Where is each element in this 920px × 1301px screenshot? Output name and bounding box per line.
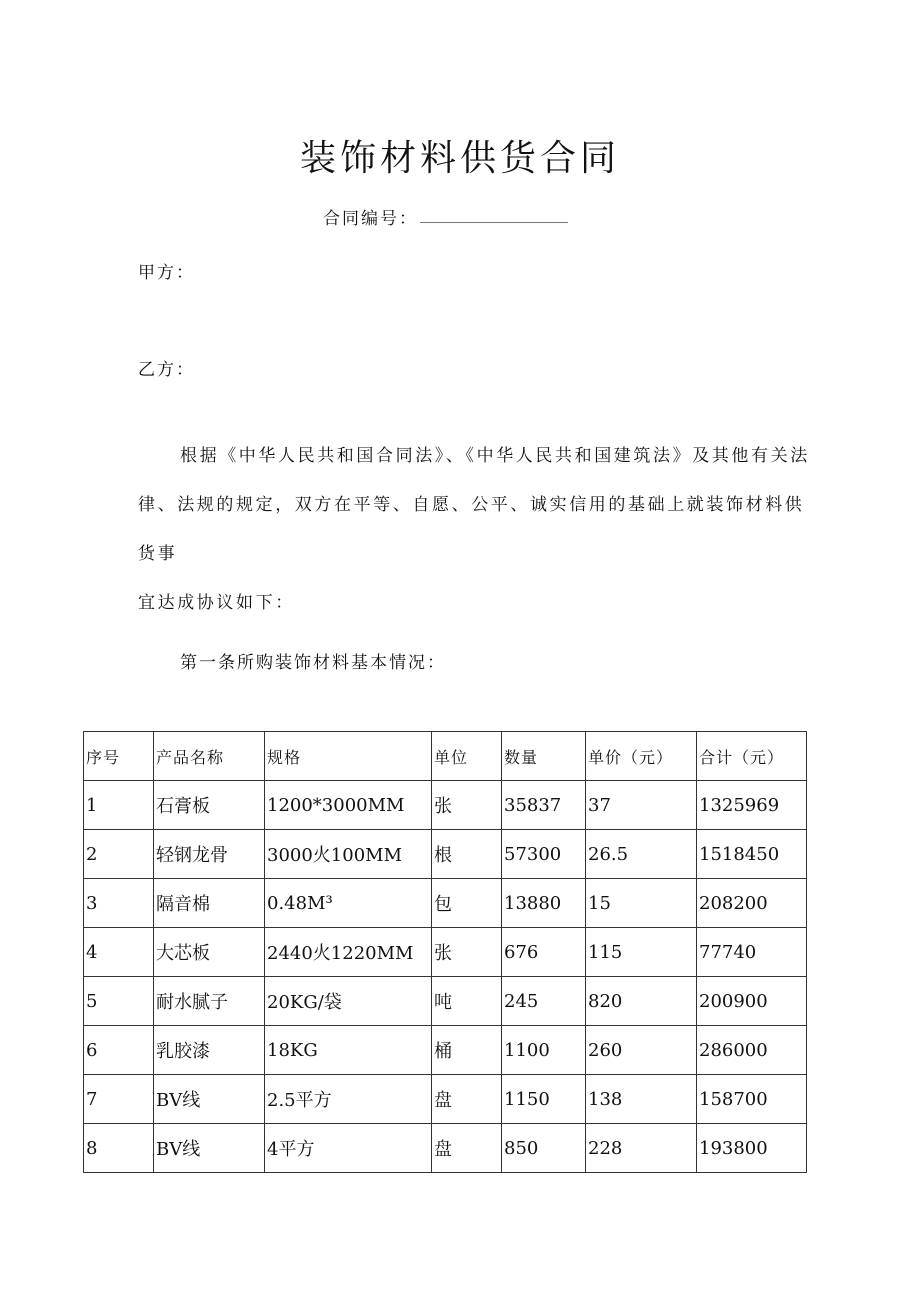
header-quantity: 数量	[502, 732, 586, 781]
cell-total: 200900	[697, 977, 807, 1026]
cell-total: 286000	[697, 1026, 807, 1075]
cell-quantity: 1100	[502, 1026, 586, 1075]
cell-total: 193800	[697, 1124, 807, 1173]
cell-spec: 2.5平方	[265, 1075, 432, 1124]
cell-unit-price: 115	[586, 928, 697, 977]
table-row	[84, 1026, 807, 1075]
cell-unit: 盘	[432, 1075, 502, 1124]
cell-quantity: 35837	[502, 781, 586, 830]
cell-spec: 1200*3000MM	[265, 781, 432, 830]
party-a-label: 甲方：	[138, 263, 195, 283]
cell-spec: 4平方	[265, 1124, 432, 1173]
cell-unit: 盘	[432, 1124, 502, 1173]
document-title: 装饰材料供货合同	[299, 138, 620, 179]
table-row	[84, 1124, 807, 1173]
cell-product-name: 乳胶漆	[154, 1026, 265, 1075]
cell-unit-price: 228	[586, 1124, 697, 1173]
party-b-label: 乙方：	[138, 360, 195, 380]
table-row	[84, 830, 807, 879]
materials-table	[83, 731, 807, 1173]
cell-unit-price: 15	[586, 879, 697, 928]
cell-index: 6	[84, 1026, 154, 1075]
cell-spec: 3000火100MM	[265, 830, 432, 879]
header-total: 合计（元）	[697, 732, 807, 781]
cell-product-name: 隔音棉	[154, 879, 265, 928]
cell-unit: 包	[432, 879, 502, 928]
cell-spec: 20KG/袋	[265, 977, 432, 1026]
cell-product-name: 轻钢龙骨	[154, 830, 265, 879]
cell-unit: 吨	[432, 977, 502, 1026]
cell-unit-price: 260	[586, 1026, 697, 1075]
cell-index: 1	[84, 781, 154, 830]
cell-total: 1325969	[697, 781, 807, 830]
header-unit-price: 单价（元）	[586, 732, 697, 781]
preamble-line-2: 律、法规的规定，双方在平等、自愿、公平、诚实信用的基础上就装饰材料供货事	[138, 495, 805, 564]
cell-unit: 桶	[432, 1026, 502, 1075]
cell-total: 77740	[697, 928, 807, 977]
cell-unit-price: 37	[586, 781, 697, 830]
cell-spec: 2440火1220MM	[265, 928, 432, 977]
cell-unit-price: 26.5	[586, 830, 697, 879]
contract-number-blank[interactable]	[420, 222, 568, 223]
table-row	[84, 781, 807, 830]
cell-index: 4	[84, 928, 154, 977]
cell-total: 158700	[697, 1075, 807, 1124]
table-row	[84, 928, 807, 977]
cell-unit-price: 820	[586, 977, 697, 1026]
cell-product-name: 耐水腻子	[154, 977, 265, 1026]
clause-1-heading: 第一条所购装饰材料基本情况：	[180, 653, 446, 673]
cell-unit: 根	[432, 830, 502, 879]
cell-unit: 张	[432, 781, 502, 830]
cell-quantity: 676	[502, 928, 586, 977]
header-unit: 单位	[432, 732, 502, 781]
cell-quantity: 245	[502, 977, 586, 1026]
preamble-line-1: 根据《中华人民共和国合同法》、《中华人民共和国建筑法》及其他有关法	[180, 446, 810, 466]
cell-total: 1518450	[697, 830, 807, 879]
cell-product-name: 大芯板	[154, 928, 265, 977]
cell-total: 208200	[697, 879, 807, 928]
cell-spec: 0.48M³	[265, 879, 432, 928]
table-row	[84, 977, 807, 1026]
header-product-name: 产品名称	[154, 732, 265, 781]
table-row	[84, 879, 807, 928]
preamble-paragraph	[138, 432, 818, 628]
cell-quantity: 1150	[502, 1075, 586, 1124]
cell-index: 7	[84, 1075, 154, 1124]
table-header-row	[84, 732, 807, 781]
cell-unit: 张	[432, 928, 502, 977]
cell-quantity: 13880	[502, 879, 586, 928]
table-row	[84, 1075, 807, 1124]
cell-product-name: BV线	[154, 1075, 265, 1124]
cell-index: 5	[84, 977, 154, 1026]
cell-quantity: 850	[502, 1124, 586, 1173]
contract-number-label: 合同编号：	[323, 209, 418, 229]
cell-product-name: 石膏板	[154, 781, 265, 830]
cell-index: 3	[84, 879, 154, 928]
cell-index: 8	[84, 1124, 154, 1173]
header-spec: 规格	[265, 732, 432, 781]
cell-quantity: 57300	[502, 830, 586, 879]
cell-spec: 18KG	[265, 1026, 432, 1075]
preamble-line-3: 宜达成协议如下：	[138, 593, 295, 613]
header-index: 序号	[84, 732, 154, 781]
cell-unit-price: 138	[586, 1075, 697, 1124]
cell-product-name: BV线	[154, 1124, 265, 1173]
cell-index: 2	[84, 830, 154, 879]
